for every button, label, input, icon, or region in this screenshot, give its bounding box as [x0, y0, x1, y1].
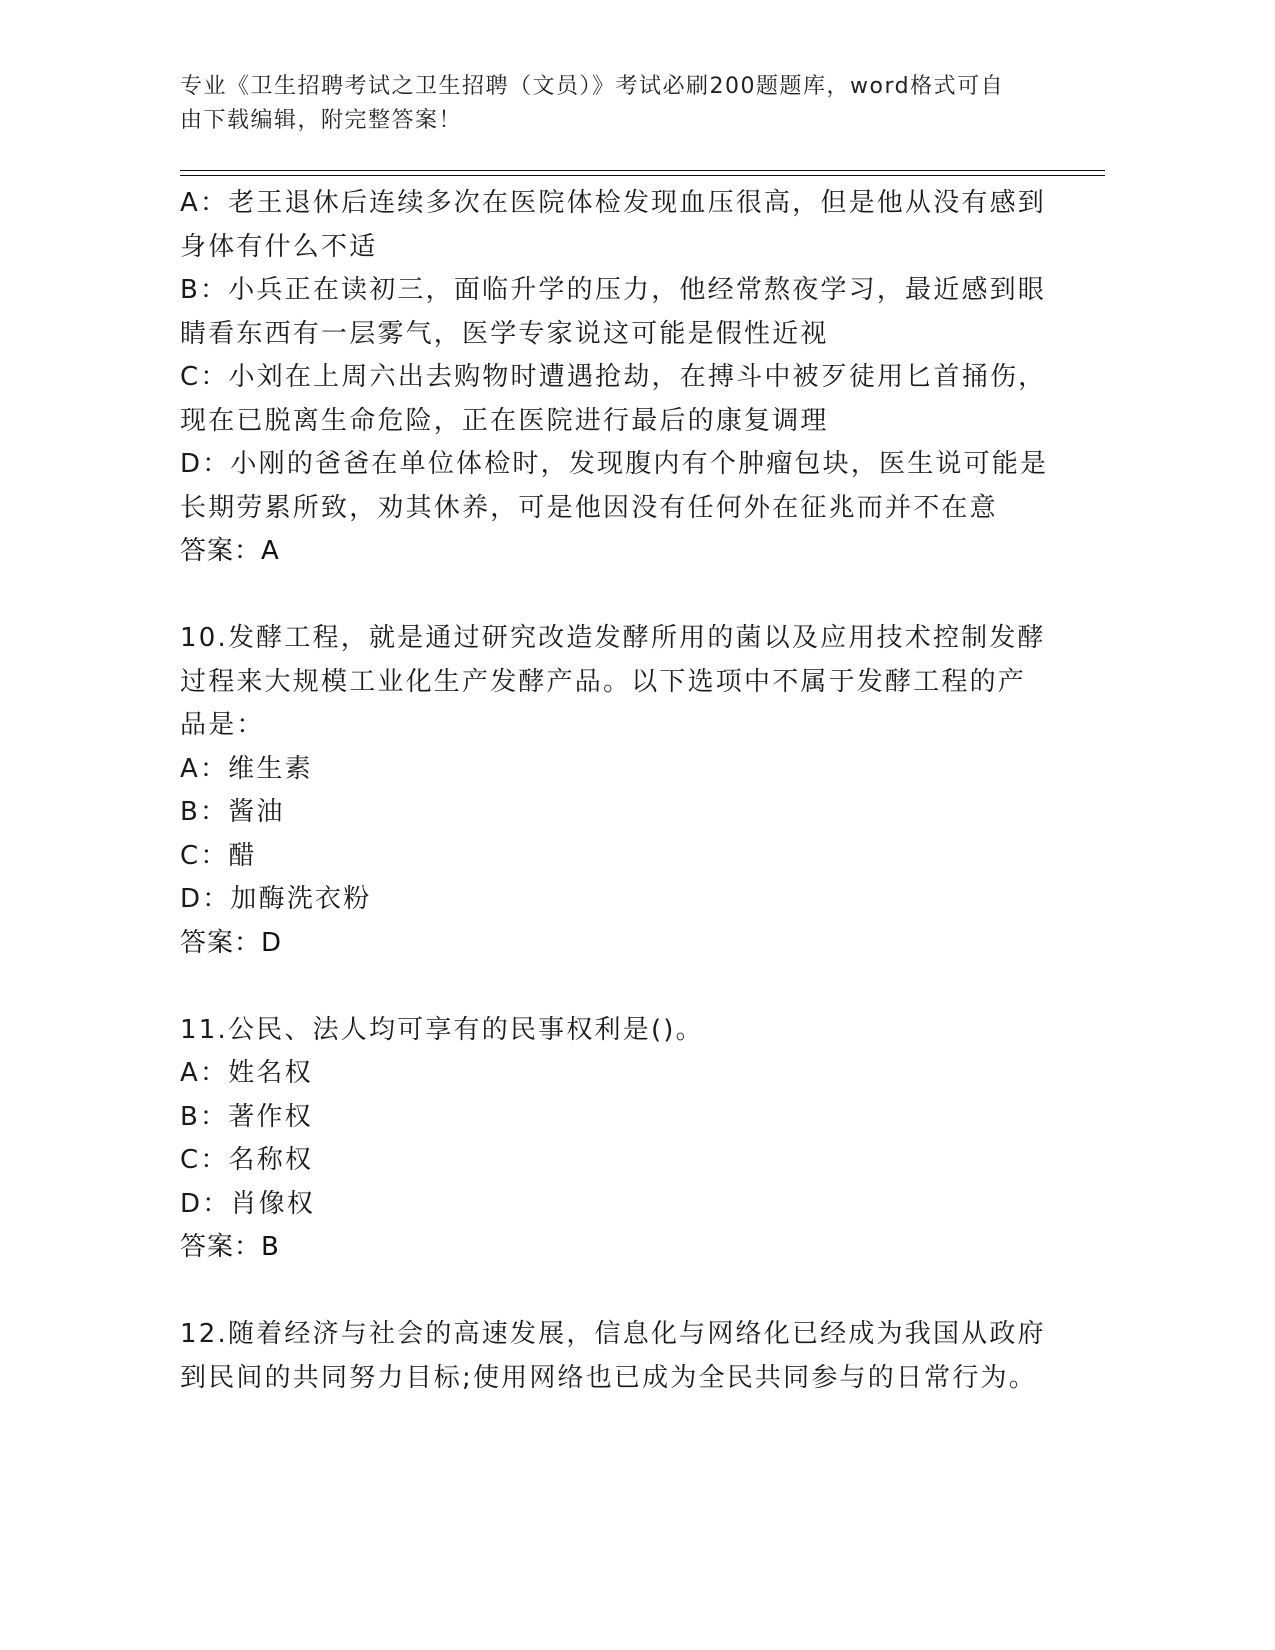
- answer-line: 答案：D: [180, 927, 283, 958]
- option-d: D：加酶洗衣粉: [180, 884, 372, 914]
- option-c: C：醋: [180, 840, 257, 871]
- spacer: [180, 1270, 1050, 1314]
- option-a: A：维生素: [180, 753, 313, 784]
- option-a-line-2: 身体有什么不适: [180, 231, 378, 262]
- question-stem-line-1: 12.随着经济与社会的高速发展，信息化与网络化已经成为我国从政府: [180, 1319, 1046, 1349]
- option-b: B：著作权: [180, 1101, 313, 1132]
- option-a: A：姓名权: [180, 1058, 313, 1088]
- spacer: [180, 965, 1050, 1009]
- question-11: [180, 1009, 1050, 1270]
- header-rule-top: [180, 170, 1105, 171]
- header-line-2: 由下载编辑，附完整答案！: [180, 108, 463, 133]
- question-stem-line-3: 品是：: [180, 710, 265, 740]
- answer-line: 答案：B: [180, 1232, 280, 1262]
- spacer: [180, 574, 1050, 618]
- header-line-1: 专业《卫生招聘考试之卫生招聘（文员）》考试必刷200题题库，word格式可自: [180, 74, 1005, 99]
- question-10: [180, 617, 1050, 965]
- header-rule-bottom: [180, 175, 1105, 176]
- option-d: D：肖像权: [180, 1188, 316, 1219]
- option-c-line-1: C：小刘在上周六出去购物时遭遇抢劫，在搏斗中被歹徒用匕首捅伤，: [180, 362, 1047, 392]
- option-c-line-2: 现在已脱离生命危险，正在医院进行最后的康复调理: [180, 405, 829, 436]
- option-d-line-1: D：小刚的爸爸在单位体检时，发现腹内有个肿瘤包块，医生说可能是: [180, 449, 1049, 479]
- option-c: C：名称权: [180, 1145, 314, 1175]
- option-b: B：酱油: [180, 797, 285, 827]
- question-stem: 11.公民、法人均可享有的民事权利是()。: [180, 1014, 704, 1045]
- question-content: [180, 182, 1050, 1400]
- question-12: [180, 1313, 1050, 1400]
- question-stem-line-1: 10.发酵工程，就是通过研究改造发酵所用的菌以及应用技术控制发酵: [180, 623, 1046, 653]
- document-header: [180, 70, 1040, 138]
- question-stem-line-2: 过程来大规模工业化生产发酵产品。以下选项中不属于发酵工程的产: [180, 666, 1027, 697]
- option-b-line-1: B：小兵正在读初三，面临升学的压力，他经常熬夜学习，最近感到眼: [180, 275, 1047, 305]
- option-d-line-2: 长期劳累所致，劝其休养，可是他因没有任何外在征兆而并不在意: [180, 492, 998, 523]
- question-9: [180, 182, 1050, 574]
- option-b-line-2: 睛看东西有一层雾气，医学专家说这可能是假性近视: [180, 318, 829, 349]
- option-a-line-1: A：老王退休后连续多次在医院体检发现血压很高，但是他从没有感到: [180, 188, 1046, 218]
- answer-line: 答案：A: [180, 536, 280, 566]
- question-stem-line-2: 到民间的共同努力目标;使用网络也已成为全民共同参与的日常行为。: [180, 1362, 1037, 1393]
